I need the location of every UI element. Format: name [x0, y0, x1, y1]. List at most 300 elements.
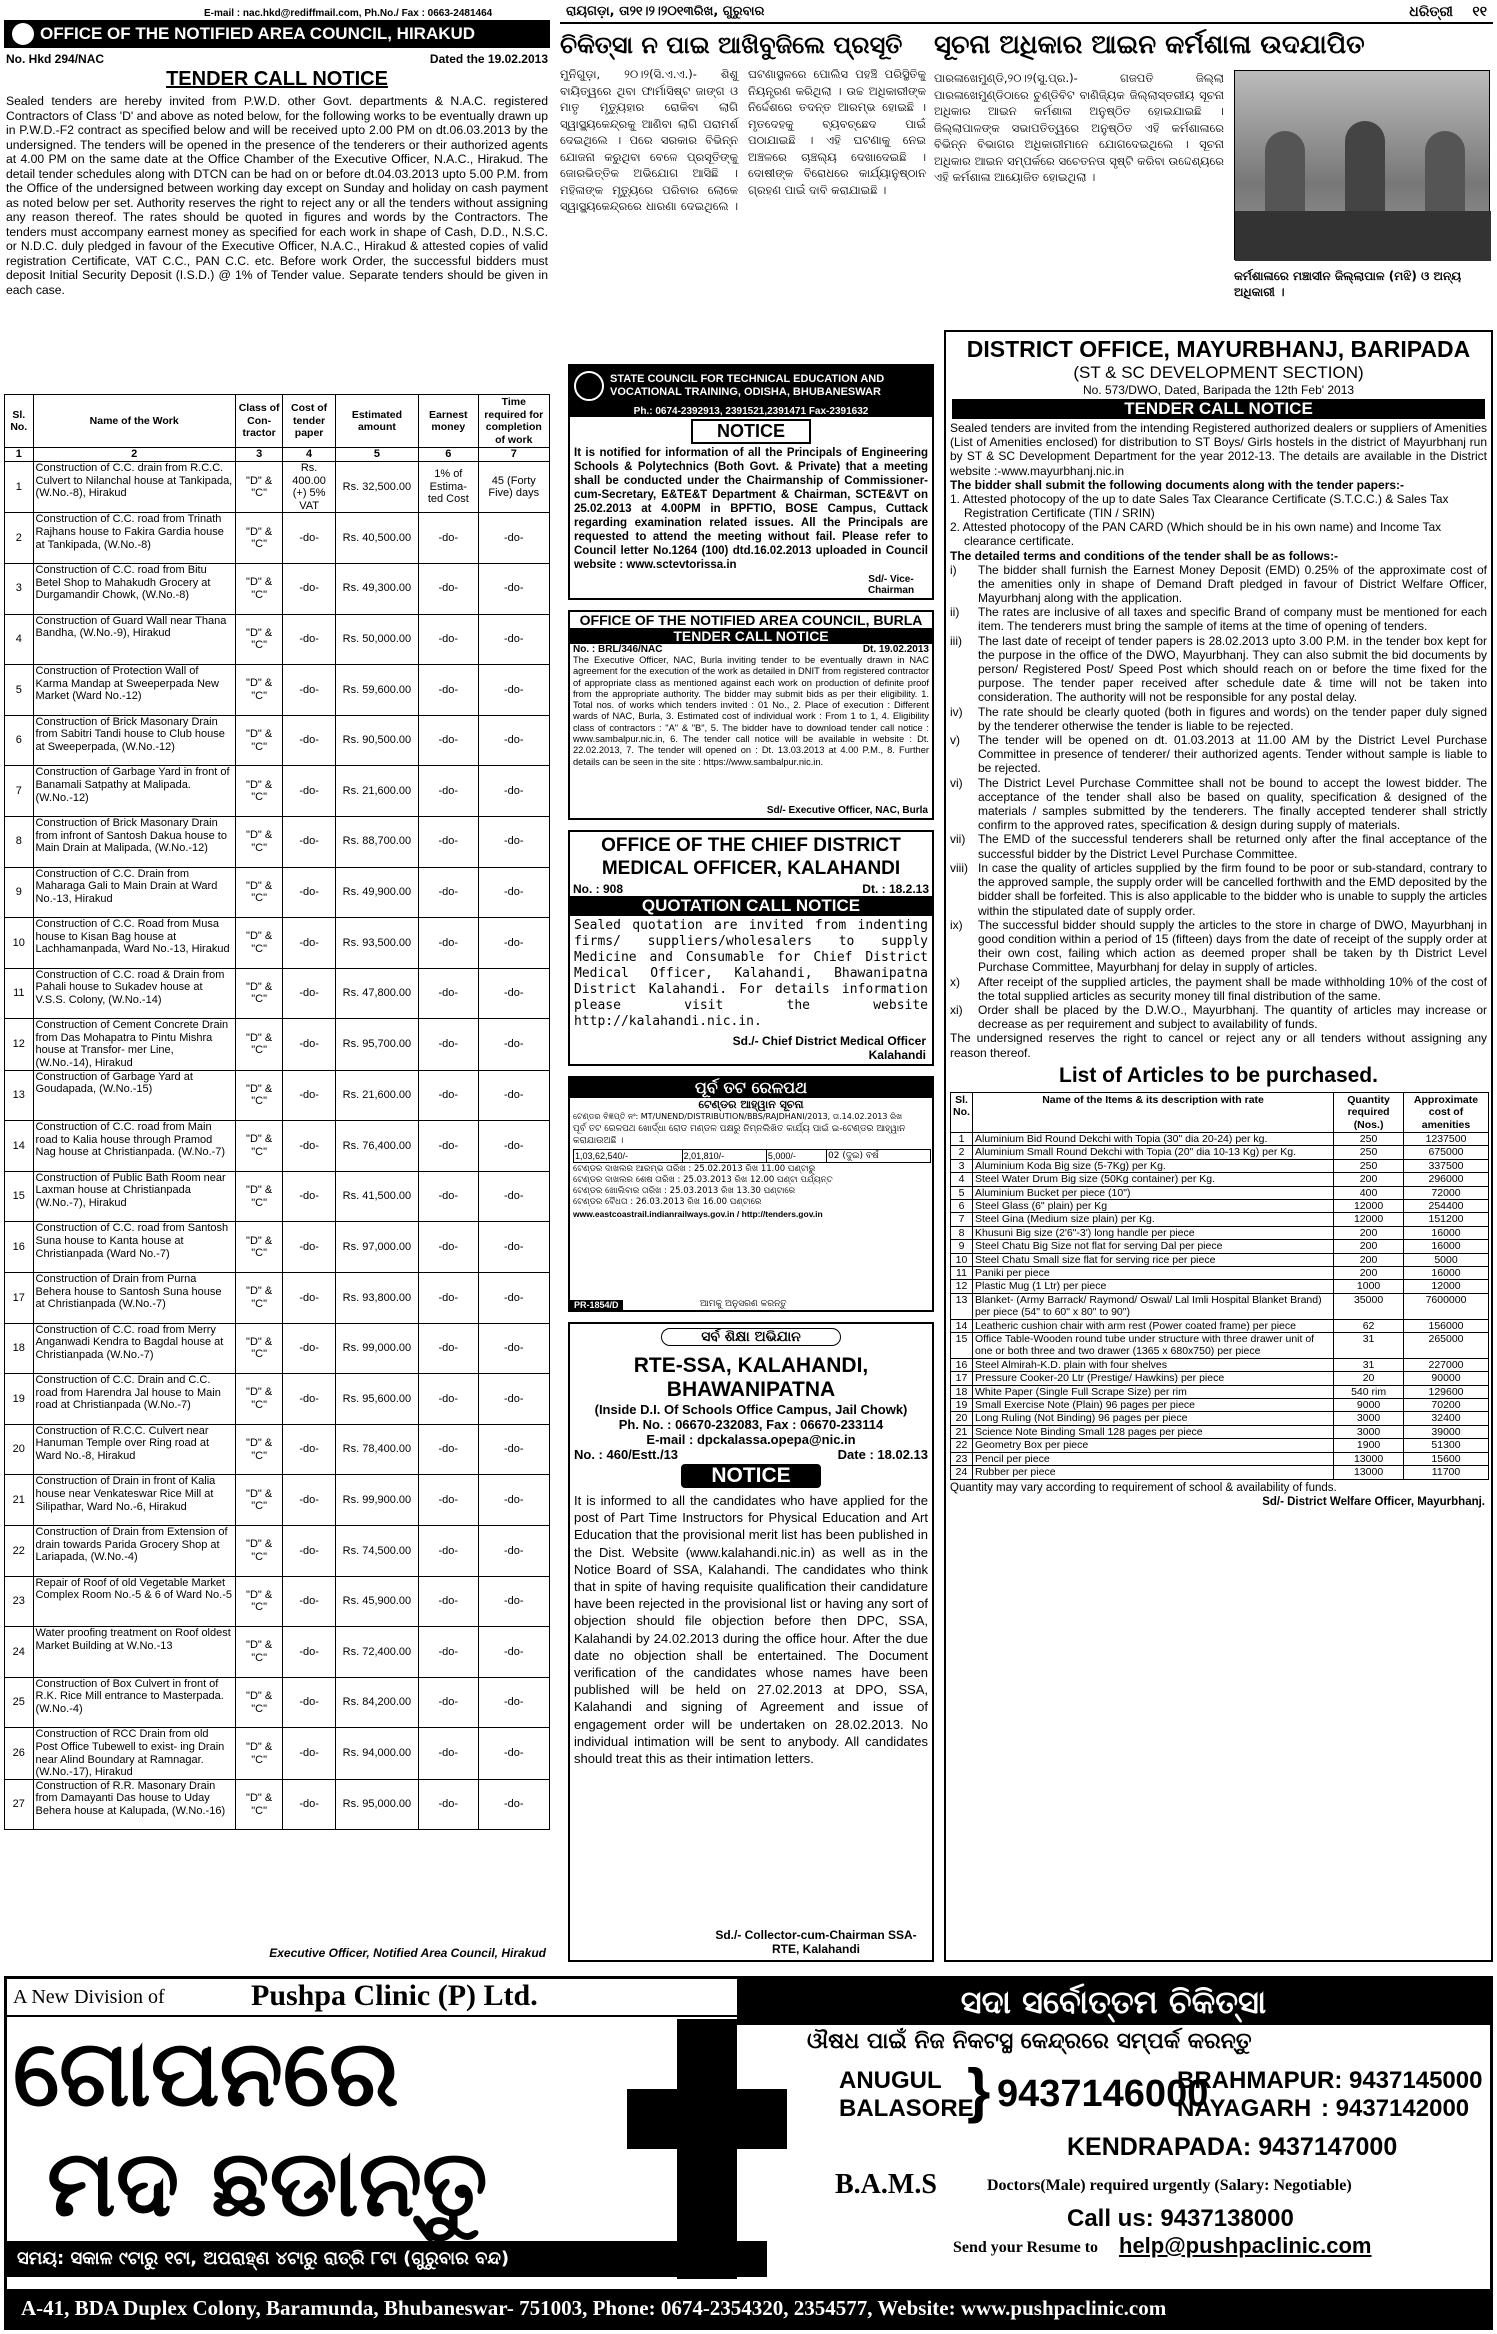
mb-term-text: Order shall be placed by the D.W.O., Mayurbhanj. The quantity of articles may increase or decrease as per requirement and subject to availability of funds.: [978, 1002, 1487, 1032]
rtessa-title: RTE-SSA, KALAHANDI, BHAWANIPATNA: [633, 1354, 869, 1401]
items-cell: 156000: [1404, 1319, 1489, 1332]
ad-balasore: BALASORE: [839, 2095, 974, 2122]
items-cell: Steel Gina (Medium size plain) per Kg.: [972, 1213, 1333, 1226]
items-cell: 15600: [1404, 1452, 1489, 1465]
table-cell: Rs. 400.00 (+) 5% VAT: [283, 461, 335, 512]
mb-term-item: [950, 975, 1487, 1003]
items-cell: Pressure Cooker-20 Ltr (Prestige/ Hawkins) per piece: [972, 1372, 1333, 1385]
table-cell: Rs. 97,000.00: [335, 1222, 418, 1273]
items-header: Sl. No.: [951, 1092, 973, 1132]
table-cell: Construction of C.C. road from Bitu Betel Shop to Mahakudh Grocery at Durgamandir Chowk, (W.No.-8): [33, 563, 235, 614]
items-cell: 1: [951, 1132, 973, 1145]
items-row: [951, 1253, 1489, 1266]
table-cell: -do-: [419, 715, 478, 766]
table-cell: -do-: [478, 1475, 549, 1526]
rtessa-sign: Sd./- Collector-cum-Chairman SSA-RTE, Kalahandi: [715, 1928, 917, 1956]
items-cell: 51300: [1404, 1439, 1489, 1452]
table-cell: Construction of Brick Masonary Drain from infront of Santosh Dakua house to Main Drain at Malipada, (W.No.-12): [33, 816, 235, 867]
table-cell: -do-: [283, 665, 335, 716]
burla-dt: Dt. 19.02.2013: [862, 644, 929, 655]
page-number: ୧୧: [1472, 4, 1487, 20]
railway-ref: ଟେଣ୍ଡର ବିଜ୍ଞପ୍ତି ନଂ: MT/UNEND/DISTRIBUTION/BBS/RAJDHANI/2013, ତା.14.02.2013 ରିଖ: [573, 1112, 903, 1121]
table-cell: Construction of Protection Wall of Karma Mandap at Sweeperpada New Market (Ward No.-12): [33, 665, 235, 716]
ad-bams: B.A.M.S: [835, 2169, 937, 2200]
table-cell: -do-: [419, 1526, 478, 1577]
table-cell: "D" & "C": [235, 968, 283, 1019]
table-cell: -do-: [419, 867, 478, 918]
table-cell: -do-: [283, 1526, 335, 1577]
table-cell: -do-: [478, 614, 549, 665]
items-row: [951, 1213, 1489, 1226]
table-row: [5, 1677, 550, 1728]
mb-term-num: xi): [950, 1002, 963, 1017]
table-cell: -do-: [419, 614, 478, 665]
rtessa-sub: (Inside D.I. Of Schools Office Campus, Jail Chowk): [594, 1402, 908, 1417]
items-cell: Aluminium Small Round Dekchi with Topia (20" dia 10-13 Kg) per Kg.: [972, 1146, 1333, 1159]
mb-term-num: x): [950, 974, 960, 989]
table-cell: 27: [5, 1779, 34, 1830]
items-header: Name of the Items & its description with rate: [972, 1092, 1333, 1132]
table-cell: -do-: [283, 1475, 335, 1526]
table-row: [5, 1323, 550, 1374]
table-cell: -do-: [419, 1374, 478, 1425]
items-cell: 250: [1334, 1159, 1404, 1172]
items-cell: 1900: [1334, 1439, 1404, 1452]
mb-term-num: vii): [950, 832, 966, 847]
ad-clinic: Pushpa Clinic (P) Ltd.: [251, 1979, 538, 2012]
hirakud-notice: [4, 8, 550, 1962]
table-cell: -do-: [283, 1728, 335, 1779]
mb-term-item: [950, 733, 1487, 776]
table-cell: -do-: [419, 918, 478, 969]
table-cell: "D" & "C": [235, 1374, 283, 1425]
table-cell: -do-: [478, 968, 549, 1019]
table-cell: Construction of RCC Drain from old Post Office Tubewell to exist- ing Drain near Alind Boundary at Ramnagar. (W.No.-17), Hirakud: [33, 1728, 235, 1779]
table-cell: "D" & "C": [235, 563, 283, 614]
items-cell: 11700: [1404, 1466, 1489, 1479]
items-cell: 200: [1334, 1226, 1404, 1239]
mb-term-num: iv): [950, 704, 963, 719]
table-row: [5, 614, 550, 665]
items-cell: 35000: [1334, 1293, 1404, 1319]
table-cell: -do-: [478, 1171, 549, 1222]
table-cell: -do-: [478, 563, 549, 614]
items-cell: Leatheric cushion chair with arm rest (Power coated frame) per piece: [972, 1319, 1333, 1332]
ad-nayagarh: NAYAGARH: [1177, 2095, 1312, 2122]
ad-resume-email: help@pushpaclinic.com: [1119, 2233, 1372, 2258]
mb-sign: Sd/- District Welfare Officer, Mayurbhanj.: [1262, 1495, 1485, 1508]
table-cell: Construction of Drain in front of Kalia house near Venkateswar Rice Mill at Silipathar, Ward No.-6, Hirakud: [33, 1475, 235, 1526]
table-header: Earnest money: [419, 395, 478, 448]
table-row: [5, 1576, 550, 1627]
items-row: [951, 1146, 1489, 1159]
table-cell: 14: [5, 1121, 34, 1172]
mb-term-num: ix): [950, 917, 963, 932]
items-cell: 4: [951, 1173, 973, 1186]
items-row: [951, 1399, 1489, 1412]
table-cell: -do-: [478, 1121, 549, 1172]
table-cell: 10: [5, 918, 34, 969]
items-cell: Plastic Mug (1 Ltr) per piece: [972, 1280, 1333, 1293]
table-colnum: 2: [33, 448, 235, 462]
table-cell: "D" & "C": [235, 1273, 283, 1324]
items-cell: 13: [951, 1293, 973, 1319]
table-cell: -do-: [478, 665, 549, 716]
items-cell: 265000: [1404, 1333, 1489, 1359]
items-cell: 227000: [1404, 1358, 1489, 1371]
railway-date-line: ଟେଣ୍ଡର ବୈଧତା : 26.03.2013 ରିଖ 16.00 ଘଣ୍ଟାରେ: [573, 1197, 762, 1207]
mb-items-table: [950, 1092, 1489, 1480]
table-cell: -do-: [283, 918, 335, 969]
table-cell: -do-: [419, 1273, 478, 1324]
table-cell: "D" & "C": [235, 1424, 283, 1475]
table-cell: -do-: [478, 1070, 549, 1121]
hirakud-ref: No. Hkd 294/NAC: [6, 52, 105, 66]
items-cell: 15: [951, 1333, 973, 1359]
table-cell: -do-: [283, 1374, 335, 1425]
table-cell: 20: [5, 1424, 34, 1475]
table-cell: 16: [5, 1222, 34, 1273]
ad-nayagarh-ph: : 9437142000: [1321, 2095, 1470, 2122]
railway-emd: 2,01,810/-: [682, 1150, 766, 1163]
table-cell: 21: [5, 1475, 34, 1526]
table-cell: "D" & "C": [235, 1526, 283, 1577]
table-row: [5, 563, 550, 614]
cdmo-ref: No. : 908: [573, 882, 624, 896]
table-cell: Rs. 40,500.00: [335, 513, 418, 564]
items-row: [951, 1267, 1489, 1280]
table-cell: "D" & "C": [235, 715, 283, 766]
table-cell: Construction of Guard Wall near Thana Bandha, (W.No.-9), Hirakud: [33, 614, 235, 665]
items-cell: Khusuni Big size (2'6"-3') long handle per piece: [972, 1226, 1333, 1239]
table-cell: -do-: [283, 1576, 335, 1627]
table-cell: Rs. 74,500.00: [335, 1526, 418, 1577]
table-cell: -do-: [419, 1019, 478, 1070]
table-cell: -do-: [478, 513, 549, 564]
items-cell: 16000: [1404, 1267, 1489, 1280]
mb-doc-item: 2. Attested photocopy of the PAN CARD (Which should be in his own name) and Income Tax clearance certificate.: [950, 520, 1442, 549]
items-cell: 18: [951, 1385, 973, 1398]
ad-cross-icon: [627, 2019, 787, 2279]
ad-contact-line: ଔଷଧ ପାଇଁ ନିଜ ନିକଟସ୍ଥ କେନ୍ଦ୍ରରେ ସମ୍ପର୍କ କରନ୍ତୁ: [807, 2029, 1252, 2054]
cdmo-notice: [568, 830, 934, 1066]
railway-period: 02 (ଦୁଇ) ବର୍ଷ: [827, 1150, 931, 1163]
table-cell: -do-: [478, 1019, 549, 1070]
items-cell: 250: [1334, 1132, 1404, 1145]
table-colnum: 5: [335, 448, 418, 462]
table-row: [5, 1627, 550, 1678]
table-row: [5, 1070, 550, 1121]
ad-slogan: ସଦା ସର୍ବୋତ୍ତମ ଚିକିତ୍ସା: [737, 1979, 1490, 2025]
scte-notice: [568, 364, 934, 600]
table-row: [5, 1121, 550, 1172]
items-cell: 12: [951, 1280, 973, 1293]
items-cell: 250: [1334, 1146, 1404, 1159]
table-cell: -do-: [478, 1424, 549, 1475]
table-cell: 26: [5, 1728, 34, 1779]
railway-sub: ଟେଣ୍ଡର ଆହ୍ୱାନ ସୂଚନା: [698, 1098, 804, 1111]
table-cell: -do-: [419, 1424, 478, 1475]
table-row: [5, 513, 550, 564]
table-row: [5, 1779, 550, 1830]
ad-division: A New Division of: [13, 1986, 165, 2008]
table-cell: Water proofing treatment on Roof oldest Market Building at W.No.-13: [33, 1627, 235, 1678]
items-row: [951, 1358, 1489, 1371]
table-cell: -do-: [283, 1323, 335, 1374]
ad-brahmapur: BRAHMAPUR: 9437145000: [1177, 2067, 1483, 2094]
table-row: [5, 461, 550, 512]
ad-anugul: ANUGUL: [839, 2067, 942, 2094]
news2-caption: କର୍ମଶାଳାରେ ମଞ୍ଚାସୀନ ଜିଲ୍ଲାପାଳ (ମଝି) ଓ ଅନ୍ୟ ଅଧିକାରୀ ।: [1234, 269, 1462, 299]
mb-term-num: v): [950, 733, 960, 748]
table-cell: Construction of Garbage Yard in front of Banamali Satpathy at Malipada. (W.No.-12): [33, 766, 235, 817]
table-cell: "D" & "C": [235, 1019, 283, 1070]
table-header: Estimated amount: [335, 395, 418, 448]
rtessa-banner: ସର୍ବ ଶିକ୍ଷା ଅଭିଯାନ: [661, 1328, 841, 1346]
email-line: E-mail : nac.hkd@rediffmail.com, Ph.No./ Fax : 0663-2481464: [204, 8, 493, 19]
ad-timing: ସମୟ: ସକାଳ ୯ଟାରୁ ୧ଟା, ଅପରାହ୍ଣ ୪ଟାରୁ ରାତ୍ରି ୮ଟା (ଗୁରୁବାର ବନ୍ଦ): [7, 2241, 767, 2277]
table-cell: -do-: [419, 1779, 478, 1830]
table-cell: Construction of Drain from Extension of drain towards Parida Grocery Shop at Lariapada, (W.No.-4): [33, 1526, 235, 1577]
scte-org: STATE COUNCIL FOR TECHNICAL EDUCATION AND VOCATIONAL TRAINING, ODISHA, BHUBANESWAR: [610, 373, 885, 398]
items-cell: 12000: [1334, 1199, 1404, 1212]
table-cell: Rs. 21,600.00: [335, 1070, 418, 1121]
items-cell: 200: [1334, 1240, 1404, 1253]
mb-title: TENDER CALL NOTICE: [952, 399, 1485, 419]
items-cell: Steel Chatu Big Size not flat for serving Dal per piece: [972, 1240, 1333, 1253]
items-cell: 296000: [1404, 1173, 1489, 1186]
table-cell: 3: [5, 563, 34, 614]
items-row: [951, 1466, 1489, 1479]
mb-term-item: [950, 832, 1487, 860]
items-cell: 675000: [1404, 1146, 1489, 1159]
items-cell: 1237500: [1404, 1132, 1489, 1145]
ad-division-bar: [7, 1979, 737, 2017]
table-cell: Construction of C.C. Drain and C.C. road from Harendra Jal house to Main road at Christianpada (W.No.-7): [33, 1374, 235, 1425]
table-cell: 9: [5, 867, 34, 918]
table-row: [5, 1222, 550, 1273]
items-row: [951, 1132, 1489, 1145]
rtessa-email: E-mail : dpckalassa.opepa@nic.in: [646, 1432, 856, 1447]
items-cell: 337500: [1404, 1159, 1489, 1172]
items-row: [951, 1412, 1489, 1425]
mb-term-text: The rates are inclusive of all taxes and specific Brand of company must be mentioned for each item. The tenderers must bring the sample of items at the time of opening of tenders.: [978, 605, 1487, 634]
cdmo-office: OFFICE OF THE CHIEF DISTRICT MEDICAL OFFICER, KALAHANDI: [601, 835, 901, 879]
table-cell: -do-: [419, 665, 478, 716]
date-line: ରାୟଗଡ଼ା, ତା୨୧।୨।୨୦୧୩ରିଖ, ଗୁରୁବାର: [566, 4, 765, 19]
cdmo-title: QUOTATION CALL NOTICE: [570, 896, 932, 916]
table-cell: "D" & "C": [235, 1677, 283, 1728]
table-cell: Construction of C.C. road from Trinath Rajhans house to Fakira Gardia house at Tankipada, (W.No.-8): [33, 513, 235, 564]
items-cell: 9000: [1334, 1399, 1404, 1412]
items-cell: 21: [951, 1425, 973, 1438]
table-cell: -do-: [419, 766, 478, 817]
items-cell: 24: [951, 1466, 973, 1479]
scte-title: NOTICE: [691, 419, 811, 444]
table-cell: Construction of Box Culvert in front of R.K. Rice Mill entrance to Masterpada. (W.No.-4): [33, 1677, 235, 1728]
table-cell: -do-: [283, 1222, 335, 1273]
table-cell: -do-: [478, 766, 549, 817]
items-cell: 7600000: [1404, 1293, 1489, 1319]
items-cell: 23: [951, 1452, 973, 1465]
table-cell: "D" & "C": [235, 1576, 283, 1627]
mb-office: DISTRICT OFFICE, MAYURBHANJ, BARIPADA: [966, 336, 1471, 362]
railway-dates: [570, 1164, 932, 1208]
scte-sign: Sd/- Vice-Chairman: [867, 574, 915, 596]
items-cell: 90000: [1404, 1372, 1489, 1385]
mb-term-num: vi): [950, 775, 963, 790]
table-cell: -do-: [283, 715, 335, 766]
items-cell: 200: [1334, 1173, 1404, 1186]
items-row: [951, 1280, 1489, 1293]
mb-term-item: [950, 861, 1487, 918]
table-cell: Construction of Garbage Yard at Goudapada, (W.No.-15): [33, 1070, 235, 1121]
items-cell: 72000: [1404, 1186, 1489, 1199]
cdmo-dt: Dt. : 18.2.13: [862, 882, 929, 896]
mb-term-item: [950, 563, 1487, 606]
items-cell: 10: [951, 1253, 973, 1266]
mb-term-item: [950, 705, 1487, 733]
ad-kendrapada: KENDRAPADA: 9437147000: [1067, 2133, 1398, 2161]
burla-ref: No. : BRL/346/NAC: [573, 644, 663, 655]
table-cell: -do-: [419, 563, 478, 614]
items-cell: 16: [951, 1358, 973, 1371]
rtessa-date: Date : 18.02.13: [837, 1447, 928, 1462]
table-cell: -do-: [283, 1121, 335, 1172]
items-cell: 19: [951, 1399, 973, 1412]
table-cell: Construction of C.C. Road from Musa house to Kisan Bag house at Lachhamanpada, Ward No.-13, Hirakud: [33, 918, 235, 969]
table-row: [5, 1374, 550, 1425]
items-cell: Blanket- (Army Barrack/ Raymond/ Oswal/ Lal Imli Hospital Blanket Brand) per piece (54" to 60" x 80" to 90"): [972, 1293, 1333, 1319]
mb-terms-head: The detailed terms and conditions of the tender shall be as follows:-: [950, 548, 1339, 563]
table-cell: -do-: [478, 867, 549, 918]
hirakud-sign: Executive Officer, Notified Area Council, Hirakud: [269, 1946, 546, 1960]
items-cell: Aluminium Bucket per piece (10"): [972, 1186, 1333, 1199]
items-cell: 13000: [1334, 1452, 1404, 1465]
items-cell: Paniki per piece: [972, 1267, 1333, 1280]
items-row: [951, 1372, 1489, 1385]
items-cell: 22: [951, 1439, 973, 1452]
ad-big1: ଗୋପନରେ: [13, 2020, 399, 2127]
items-cell: 8: [951, 1226, 973, 1239]
mb-term-text: After receipt of the supplied articles, the payment shall be made withholding 10% of the cost of the total supplied articles as security money till final distribution of the same.: [978, 974, 1487, 1003]
table-cell: 23: [5, 1576, 34, 1627]
table-cell: Rs. 95,000.00: [335, 1779, 418, 1830]
items-row: [951, 1439, 1489, 1452]
items-row: [951, 1173, 1489, 1186]
table-cell: 7: [5, 766, 34, 817]
items-cell: 151200: [1404, 1213, 1489, 1226]
scte-phone: Ph.: 0674-2392913, 2391521,2391471 Fax-2391632: [570, 406, 932, 417]
items-cell: 13000: [1334, 1466, 1404, 1479]
table-cell: "D" & "C": [235, 665, 283, 716]
items-cell: 540 rim: [1334, 1385, 1404, 1398]
mb-term-num: i): [950, 562, 957, 577]
mb-term-text: The bidder shall furnish the Earnest Money Deposit (EMD) 0.25% of the approximate cost of the amenities only in shape of Demand Draft pledged in favour of District Welfare Officer, Mayurbhanj along with the application.: [978, 562, 1487, 606]
table-cell: 1: [5, 461, 34, 512]
items-cell: 5: [951, 1186, 973, 1199]
items-cell: Rubber per piece: [972, 1466, 1333, 1479]
railway-web: www.eastcoastrail.indianrailways.gov.in / http://tenders.gov.in: [573, 1209, 823, 1219]
railway-date-line: ଟେଣ୍ଡର ଦାଖଲର ଆରମ୍ଭ ତାରିଖ : 25.02.2013 ରିଖ 11.00 ଘଣ୍ଟାରୁ: [573, 1164, 816, 1174]
table-cell: -do-: [283, 968, 335, 1019]
table-cell: -do-: [419, 1171, 478, 1222]
items-cell: Small Exercise Note (Plain) 96 pages per piece: [972, 1399, 1333, 1412]
items-header: Approximate cost of amenities: [1404, 1092, 1489, 1132]
hirakud-table: [4, 394, 550, 1830]
table-cell: Rs. 47,800.00: [335, 968, 418, 1019]
table-cell: -do-: [283, 1627, 335, 1678]
table-cell: -do-: [478, 1677, 549, 1728]
table-colnum: 7: [478, 448, 549, 462]
paper-name: ଧରିତ୍ରୀ: [1409, 4, 1453, 20]
table-cell: -do-: [419, 968, 478, 1019]
table-cell: Rs. 95,700.00: [335, 1019, 418, 1070]
mb-doc-item: 1. Attested photocopy of the up to date Sales Tax Clearance Certificate (S.T.C.C.) & Sales Tax Registration Certificate (TIN / SRIN): [950, 491, 1449, 521]
table-cell: 6: [5, 715, 34, 766]
table-colnum: 3: [235, 448, 283, 462]
mb-term-item: [950, 605, 1487, 633]
items-cell: 32400: [1404, 1412, 1489, 1425]
mb-reserve: The undersigned reserves the right to cancel or reject any or all tenders without assigning any reason thereof.: [950, 1031, 1487, 1060]
table-cell: -do-: [419, 816, 478, 867]
news1-body: ମୁନିଗୁଡ଼ା, ୨୦।୨(ସି.ଏ.ଏ.)- ଶିଶୁ ବାୟିତ୍ୱରେ ଥିବା ଫାର୍ମାସିଷ୍ଟ ଜାଙ୍ଗ ଓ ମାତୃ ମୃତ୍ୟୁହାର ରୋକିବା ଲାଗି ସ୍ୱାସ୍ଥ୍ୟକେନ୍ଦ୍ରକୁ ଆଣିବା ଲାଗି ପରାମର୍ଶ ଦେଇଥିଲେ । ପରେ ସରକାର ବିଭିନ୍ନ ଯୋଜନା କରୁଥିବା ବେଳେ ପ୍ରସୂତିଙ୍କୁ ଜୋରଭିତ୍ତିକ ଅଭିଯୋଗ ଆସିଛି । ମହିଳାଙ୍କ ମୃତ୍ୟୁରେ ପରିବାର ଲୋକେ ସ୍ୱାସ୍ଥ୍ୟକେନ୍ଦ୍ରରେ ଧାରଣା ଦେଇଥିଲେ । ଘଟଣାସ୍ଥଳରେ ପୋଲିସ ପହଞ୍ଚି ପରିସ୍ଥିତିକୁ ନିୟନ୍ତ୍ରଣ କରିଥିଲା । ଉଚ୍ଚ ଅଧିକାରୀଙ୍କ ନିର୍ଦ୍ଦେଶରେ ତଦନ୍ତ ଆରମ୍ଭ ହୋଇଛି । ମୃତଦେହକୁ ବ୍ୟବଚ୍ଛେଦ ପାଇଁ ପଠାଯାଇଛି । ଏହି ଘଟଣାକୁ ନେଇ ଅଞ୍ଚଳରେ ଚାଞ୍ଚଲ୍ୟ ଦେଖାଦେଇଛି । ଦୋଷୀଙ୍କ ବିରୋଧରେ କାର୍ଯ୍ୟାନୁଷ୍ଠାନ ଗ୍ରହଣ ପାଇଁ ଦାବି କରାଯାଇଛି ।: [560, 67, 926, 213]
items-row: [951, 1226, 1489, 1239]
table-header: Cost of tender paper: [283, 395, 335, 448]
railway-cost: 1,03,62,540/-: [574, 1150, 683, 1163]
table-cell: -do-: [478, 1526, 549, 1577]
table-cell: 11: [5, 968, 34, 1019]
mb-intro: Sealed tenders are invited from the intending Registered authorized dealers or suppliers of Amenities (List of Amenities enclosed) for distribution to ST Boys/ Girls hostels in the district of Mayurbhanj run by ST & SC Development Department for the year 2012-13. The details are available in the District website :-www.mayurbhanj.nic.in: [950, 421, 1487, 478]
table-cell: -do-: [478, 1728, 549, 1779]
items-cell: 20: [1334, 1372, 1404, 1385]
table-cell: Construction of C.C. road from Main road to Kalia house through Pramod Nag house at Christianpada. (W.No.-7): [33, 1121, 235, 1172]
mb-terms: [946, 563, 1491, 1032]
table-cell: "D" & "C": [235, 1070, 283, 1121]
table-row: [5, 1171, 550, 1222]
items-row: [951, 1293, 1489, 1319]
items-row: [951, 1333, 1489, 1359]
news1-headline: ଚିକିତ୍ସା ନ ପାଇ ଆଖିବୁଜିଲେ ପ୍ରସୂତି: [560, 31, 903, 59]
table-cell: -do-: [283, 766, 335, 817]
table-cell: -do-: [283, 1019, 335, 1070]
table-cell: Repair of Roof of old Vegetable Market Complex Room No.-5 & 6 of Ward No.-5: [33, 1576, 235, 1627]
hirakud-header-bar: [4, 20, 550, 48]
items-cell: 12000: [1404, 1280, 1489, 1293]
items-cell: 16000: [1404, 1226, 1489, 1239]
mb-term-text: The last date of receipt of tender papers is 28.02.2013 upto 3.00 P.M. in the tender box kept for the purpose in the office of the DWO, Mayurbhanj. They can also submit the bid documents by person/ Registered Post/ Speed Post which should reach on or before the time fixed for the purpose. The tender paper received after schedule date & time will not be taken into consideration. The authority will not be responsible for any postal delay.: [978, 633, 1487, 705]
burla-sign: Sd/- Executive Officer, NAC, Burla: [766, 805, 928, 816]
table-row: [5, 766, 550, 817]
items-cell: 254400: [1404, 1199, 1489, 1212]
burla-title: TENDER CALL NOTICE: [570, 628, 932, 644]
table-cell: 45 (Forty Five) days: [478, 461, 549, 512]
table-cell: "D" & "C": [235, 1171, 283, 1222]
table-row: [5, 867, 550, 918]
table-cell: "D" & "C": [235, 766, 283, 817]
table-header: Name of the Work: [33, 395, 235, 448]
table-cell: 19: [5, 1374, 34, 1425]
mb-term-item: [950, 1003, 1487, 1031]
table-cell: Rs. 21,600.00: [335, 766, 418, 817]
mayurbhanj-notice: [944, 330, 1493, 1962]
table-row: [5, 1424, 550, 1475]
table-cell: -do-: [283, 1273, 335, 1324]
rtessa-phone: Ph. No. : 06670-232083, Fax : 06670-233114: [618, 1417, 884, 1432]
table-cell: "D" & "C": [235, 918, 283, 969]
table-cell: -do-: [283, 513, 335, 564]
railway-foot: ଆମକୁ ଅନୁସରଣ କରନ୍ତୁ: [700, 1299, 787, 1309]
